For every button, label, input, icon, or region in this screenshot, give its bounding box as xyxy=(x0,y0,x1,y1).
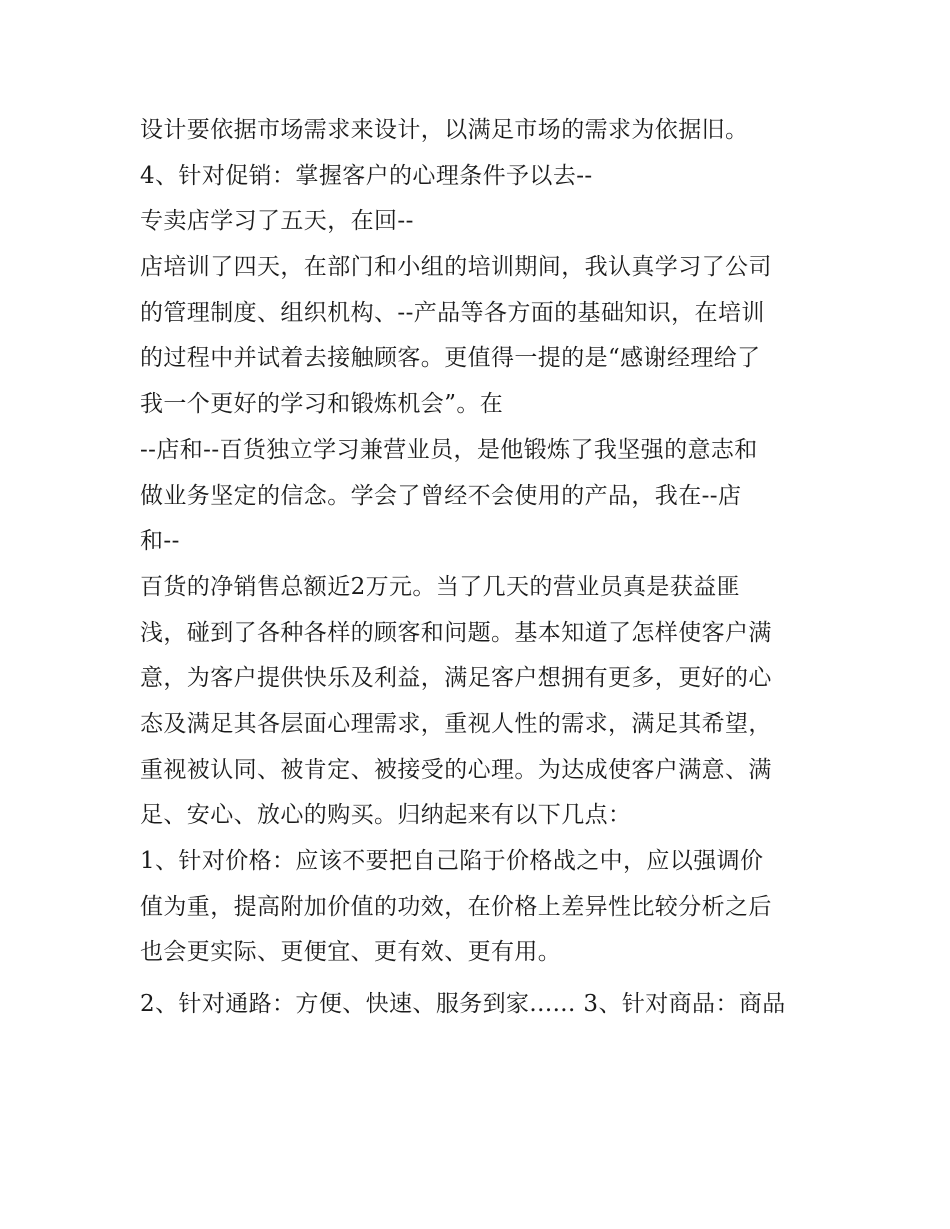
text-line: 态及满足其各层面心理需求，重视人性的需求，满足其希望， xyxy=(140,710,772,737)
text-line: 重视被认同、被肯定、被接受的心理。为达成使客户满意、满 xyxy=(140,756,772,783)
text-line: 意，为客户提供快乐及利益，满足客户想拥有更多，更好的心 xyxy=(140,665,772,692)
text-line: 1、针对价格：应该不要把自己陷于价格战之中，应以强调价 xyxy=(140,848,764,874)
text-line: 的过程中并试着去接触顾客。更值得一提的是“感谢经理给了 xyxy=(140,345,761,372)
text-line: 足、安心、放心的购买。归纳起来有以下几点： xyxy=(140,802,632,829)
text-line: 值为重，提高附加价值的功效，在价格上差异性比较分析之后 xyxy=(140,893,772,920)
text-line: 2、针对通路：方便、快速、服务到家...... 3、针对商品：商品 xyxy=(140,991,786,1018)
text-line: 4、针对促销：掌握客户的心理条件予以去-- xyxy=(140,162,593,189)
text-line: 我一个更好的学习和锻炼机会”。在 xyxy=(140,391,504,418)
text-line: 浅，碰到了各种各样的顾客和问题。基本知道了怎样使客户满 xyxy=(140,619,772,646)
text-line: 的管理制度、组织机构、--产品等各方面的基础知识，在培训 xyxy=(140,299,765,326)
text-line: 店培训了四天，在部门和小组的培训期间，我认真学习了公司 xyxy=(140,254,772,281)
text-line: 百货的净销售总额近2万元。当了几天的营业员真是获益匪 xyxy=(140,573,741,600)
text-line: 也会更实际、更便宜、更有效、更有用。 xyxy=(140,939,562,966)
text-line: --店和--百货独立学习兼营业员，是他锻炼了我坚强的意志和 xyxy=(140,436,758,463)
text-line: 做业务坚定的信念。学会了曾经不会使用的产品，我在--店 xyxy=(140,482,742,509)
text-line: 设计要依据市场需求来设计，以满足市场的需求为依据旧。 xyxy=(140,117,749,143)
text-line: 专卖店学习了五天，在回-- xyxy=(140,208,414,235)
document-body xyxy=(140,108,820,1028)
text-line: 和-- xyxy=(140,528,180,555)
